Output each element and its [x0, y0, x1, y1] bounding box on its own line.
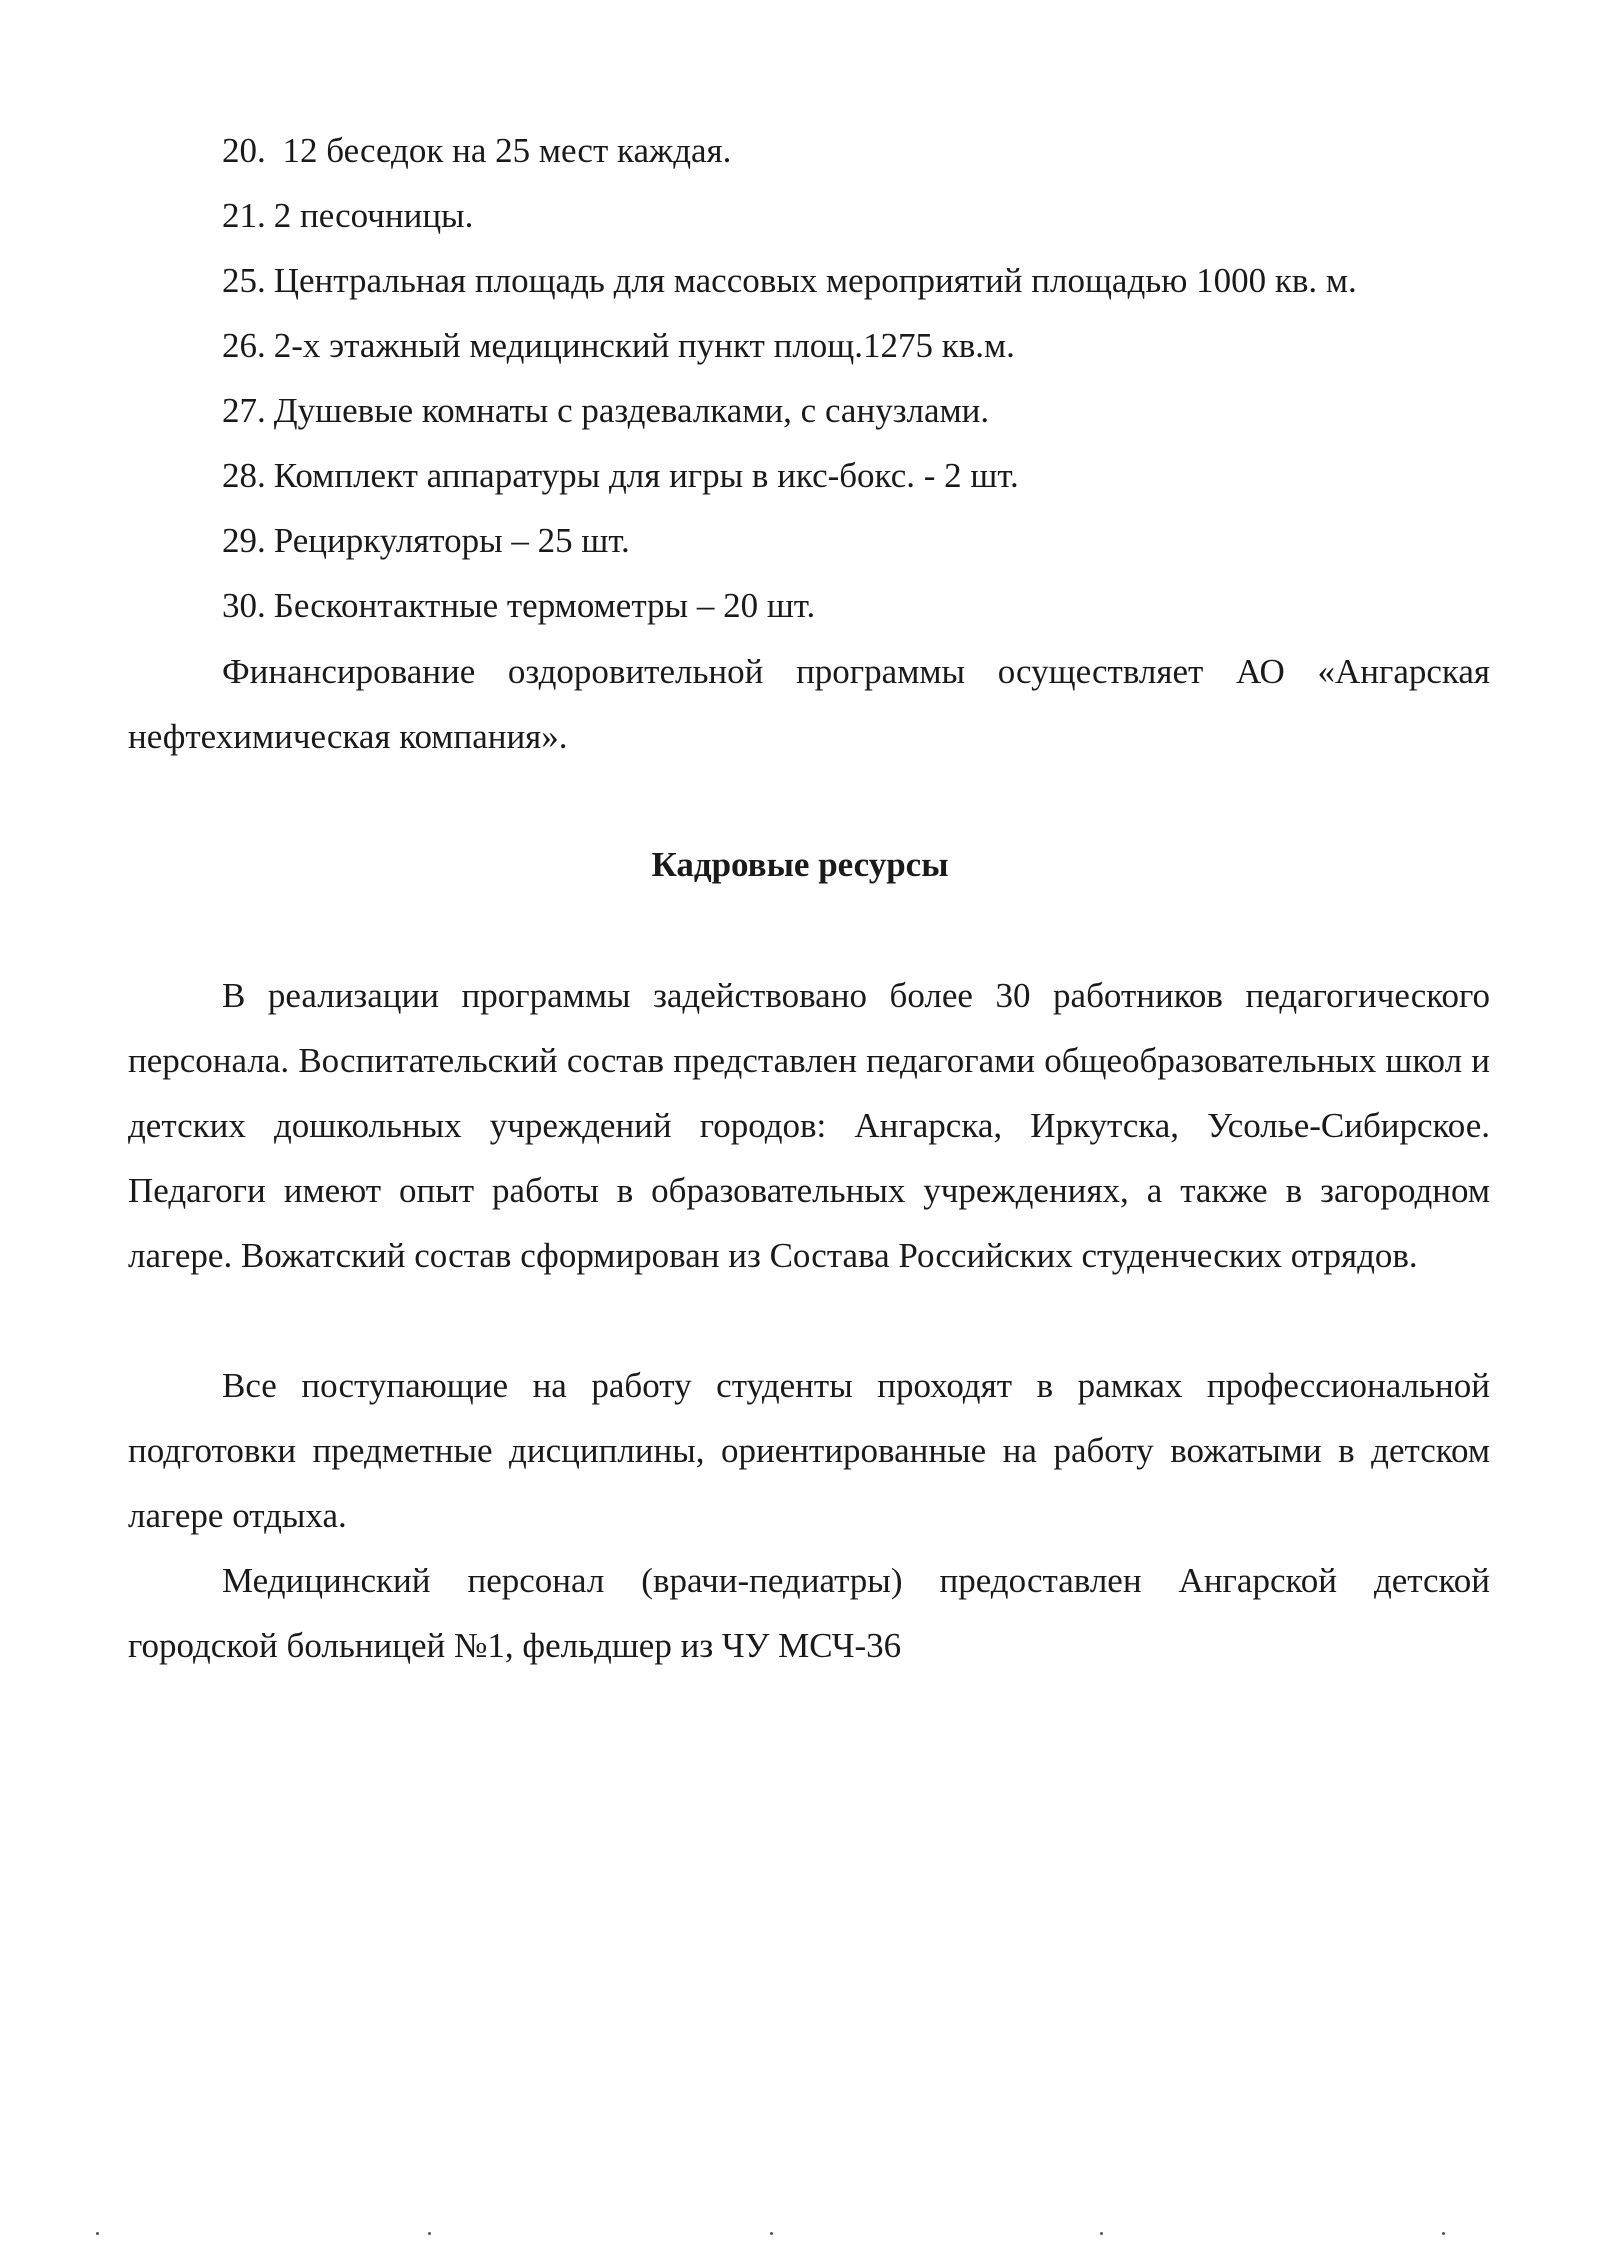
scan-dot	[428, 2232, 431, 2235]
list-item	[222, 443, 1482, 508]
list-item-text: 2 песочницы.	[273, 196, 474, 235]
staff-paragraph: Медицинский персонал (врачи-педиатры) предоставлен Ангарской детской городской больницей №1, фельдшер из ЧУ МСЧ-36	[128, 1561, 1490, 1665]
list-item-text: 2-х этажный медицинский пункт площ.1275 кв.м.	[273, 326, 1015, 365]
list-item-number: 30.	[222, 586, 266, 625]
scan-dot	[770, 2232, 773, 2235]
list-item	[222, 508, 1482, 573]
scan-dot	[1100, 2232, 1103, 2235]
list-item-text: Бесконтактные термометры – 20 шт.	[273, 586, 816, 625]
list-item-number: 28.	[222, 456, 266, 495]
scan-dot	[1442, 2232, 1445, 2235]
staff-paragraph: В реализации программы задействовано более 30 работников педагогического персонала. Воспитательский состав представлен педагогами общеобразовательных школ и детских дошкольных учреждений городов: Ангарска, Иркутска, Усолье-Сибирское. Педагоги имеют опыт работы в образовательных учреждениях, а также в загородном лагере. Вожатский состав сформирован из Состава Российских студенческих отрядов.	[128, 976, 1490, 1275]
list-item-text: Центральная площадь для массовых мероприятий площадью 1000 кв. м.	[273, 261, 1357, 300]
list-item	[222, 183, 1482, 248]
financing-paragraph: Финансирование оздоровительной программы осуществляет АО «Ангарская нефтехимическая компания».	[128, 652, 1490, 756]
list-item	[222, 313, 1482, 378]
list-item-number: 26.	[222, 326, 266, 365]
list-item-text: Рециркуляторы – 25 шт.	[273, 521, 630, 560]
list-item-text: 12 беседок на 25 мест каждая.	[273, 131, 732, 170]
staff-paragraph: Все поступающие на работу студенты проходят в рамках профессиональной подготовки предметные дисциплины, ориентированные на работу вожатыми в детском лагере отдыха.	[128, 1366, 1490, 1535]
equipment-list	[222, 118, 1482, 638]
list-item-number: 21.	[222, 196, 266, 235]
list-item-number: 29.	[222, 521, 266, 560]
list-item-number: 25.	[222, 261, 266, 300]
list-item	[222, 378, 1482, 443]
scan-dot	[96, 2232, 99, 2235]
list-item	[222, 118, 1482, 183]
list-item-text: Душевые комнаты с раздевалками, с санузлами.	[273, 391, 990, 430]
section-heading: Кадровые ресурсы	[651, 845, 949, 884]
list-item-number: 20.	[222, 131, 266, 170]
list-item	[222, 573, 1482, 638]
list-item	[222, 248, 1482, 313]
list-item-text: Комплект аппаратуры для игры в икс-бокс. - 2 шт.	[273, 456, 1019, 495]
list-item-number: 27.	[222, 391, 266, 430]
